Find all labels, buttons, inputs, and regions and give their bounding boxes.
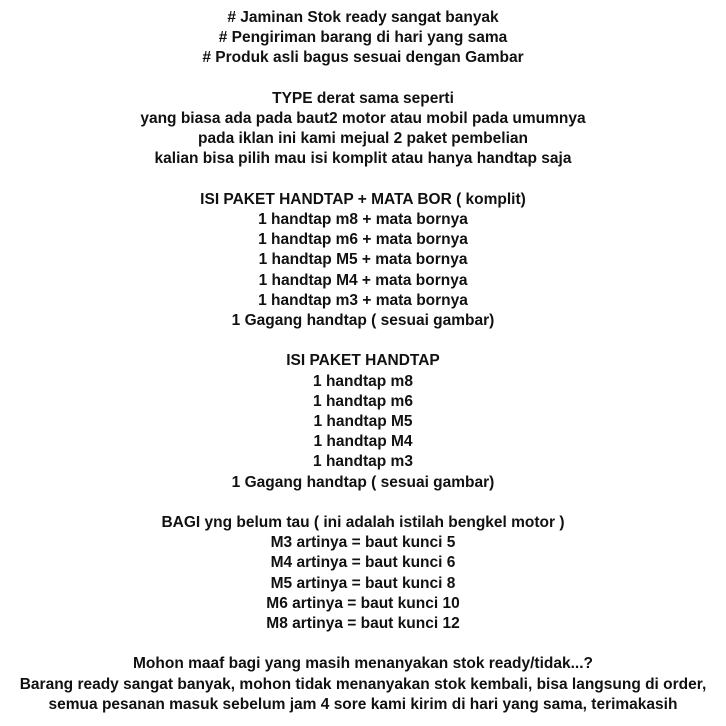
notice-line: Mohon maaf bagi yang masih menanyakan stok ready/tidak...? <box>133 655 593 673</box>
spacer <box>0 493 726 513</box>
glossary-item: M5 artinya = baut kunci 8 <box>270 574 456 592</box>
package-complete-section <box>0 190 726 331</box>
glossary-title: BAGI yng belum tau ( ini adalah istilah bengkel motor ) <box>161 514 565 532</box>
intro-section <box>0 8 726 69</box>
notice-line: semua pesanan masuk sebelum jam 4 sore kami kirim di hari yang sama, terimakasih <box>48 695 678 713</box>
intro-line-shipping: # Pengiriman barang di hari yang sama <box>218 29 508 47</box>
package-item: 1 Gagang handtap ( sesuai gambar) <box>231 473 495 491</box>
package-item: 1 handtap m3 + mata bornya <box>258 291 468 309</box>
package-item: 1 handtap m8 <box>313 372 413 390</box>
type-info-section <box>0 89 726 170</box>
package-handtap-section <box>0 351 726 492</box>
spacer <box>0 170 726 190</box>
notice-line: Barang ready sangat banyak, mohon tidak menanyakan stok kembali, bisa langsung di order, <box>19 675 707 693</box>
glossary-item: M8 artinya = baut kunci 12 <box>266 615 460 633</box>
package-complete-title: ISI PAKET HANDTAP + MATA BOR ( komplit) <box>200 190 526 208</box>
intro-line-stock: # Jaminan Stok ready sangat banyak <box>227 9 499 26</box>
package-item: 1 handtap m8 + mata bornya <box>258 211 468 228</box>
package-item: 1 handtap M4 <box>313 433 413 451</box>
type-info-line: yang biasa ada pada baut2 motor atau mobil pada umumnya <box>140 110 586 127</box>
spacer <box>0 634 726 654</box>
spacer <box>0 331 726 351</box>
package-handtap-title: ISI PAKET HANDTAP <box>286 352 440 370</box>
type-info-line: kalian bisa pilih mau isi komplit atau hanya handtap saja <box>154 150 572 168</box>
glossary-item: M4 artinya = baut kunci 6 <box>270 554 456 572</box>
notice-section <box>0 654 726 715</box>
package-item: 1 handtap M5 <box>313 413 413 431</box>
package-item: 1 Gagang handtap ( sesuai gambar) <box>231 312 495 330</box>
glossary-section <box>0 513 726 634</box>
spacer <box>0 69 726 89</box>
type-info-line: TYPE derat sama seperti <box>272 89 454 107</box>
package-item: 1 handtap m6 <box>313 392 413 410</box>
glossary-item: M6 artinya = baut kunci 10 <box>266 594 460 612</box>
package-item: 1 handtap M5 + mata bornya <box>258 251 468 269</box>
type-info-line: pada iklan ini kami mejual 2 paket pembelian <box>198 130 528 148</box>
package-item: 1 handtap m6 + mata bornya <box>258 231 468 249</box>
package-item: 1 handtap M4 + mata bornya <box>258 271 468 289</box>
glossary-item: M3 artinya = baut kunci 5 <box>270 534 456 552</box>
intro-line-original: # Produk asli bagus sesuai dengan Gambar <box>202 49 524 67</box>
package-item: 1 handtap m3 <box>313 453 413 471</box>
